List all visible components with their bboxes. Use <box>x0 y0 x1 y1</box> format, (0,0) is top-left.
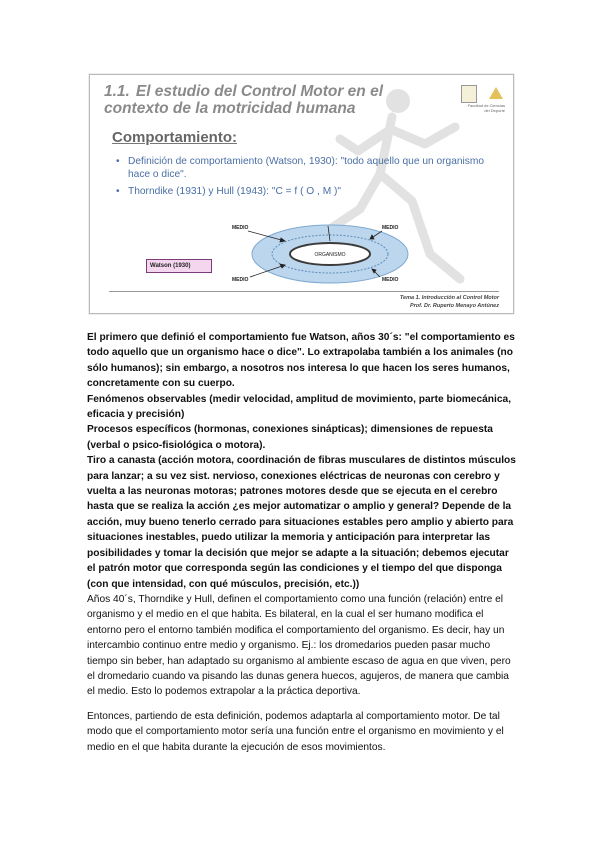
footer-professor: Prof. Dr. Ruperto Menayo Antúnez <box>409 303 499 309</box>
medio-label-top-right: MEDIO <box>382 225 399 231</box>
paragraph-conclusion: Entonces, partiendo de esta definición, podemos adaptarla al comportamiento motor. De tal modo que el comportamiento motor sería una función entre el organismo en movimiento y el medio en el que habita durante la ejecución de esos movimientos. <box>87 710 504 753</box>
paragraph-observable: Fenómenos observables (medir velocidad, amplitud de movimiento, parte biomecánica, eficacia y precisión) <box>87 393 512 421</box>
watson-label-box: Watson (1930) <box>146 259 212 273</box>
slide-bullet: • Definición de comportamiento (Watson, 1930): "todo aquello que un organismo hace o dice". <box>116 155 486 181</box>
paragraph-basketball: Tiro a canasta (acción motora, coordinación de fibras musculares de distintos músculos para lanzar; a su vez sist. nervioso, conexiones eléctricas de neuronas con cerebro y vuelta a las neuronas motoras; patrones motores desde que se ejecuta en el cerebro hasta que se realiza la acción ¿es mejor automatizar o amplio y general? Depende de la acción, muy bueno tenerlo cerrado para situaciones estables pero amplio y abierto para situaciones inestables, puedo utilizar la memoria y anticipación para interpretar las posibilidades y tomar la decisión que mejor se adapte a la situación; debemos ejecutar el patrón motor que corresponda según las condiciones y el tiempo del que disponga (con que intensidad, con qué músculos, precisión, etc.)) <box>87 455 516 590</box>
footer-divider <box>109 291 499 292</box>
logo-triangle-icon <box>489 87 503 99</box>
slide-title-number: 1.1. <box>104 83 130 100</box>
slide-bullet-list <box>116 155 486 202</box>
body-text <box>87 330 517 755</box>
slide-heading: Comportamiento: <box>112 129 237 146</box>
logo-shield-icon <box>461 85 477 103</box>
footer-course: Tema 1. Introducción al Control Motor <box>399 295 499 301</box>
medio-label-bottom-right: MEDIO <box>382 277 399 283</box>
medio-label-top-left: MEDIO <box>232 225 249 231</box>
paragraph-thorndike-hull: Años 40´s, Thorndike y Hull, definen el comportamiento como una función (relación) entre el organismo y el medio en el que habita. Es bilateral, en la cual el ser humano modifica el entorno pero el entorno también modifica el comportamiento del organismo. Es decir, hay un intercambio continuo entre medio y organismo. Ej.: los dromedarios pueden pasar mucho tiempo sin beber, han adaptado su organismo al ambiente escaso de agua en que viven, pero el dromedario cuando va pisando las dunas genera huecos, agujeros, de manera que cambia el medio. Esto lo podemos extrapolar a la práctica deportiva. <box>87 593 511 698</box>
faculty-logo <box>463 85 505 111</box>
medio-label-bottom-left: MEDIO <box>232 277 249 283</box>
slide-title <box>104 83 434 117</box>
organismo-label: ORGANISMO <box>314 252 346 258</box>
paragraph-processes: Procesos específicos (hormonas, conexiones sinápticas); dimensiones de repuesta (verbal o psico-fisiológica o motora). <box>87 424 493 451</box>
logo-text: Facultad de Ciencias del Deporte <box>467 103 505 113</box>
lecture-slide <box>89 74 514 314</box>
paragraph-watson: El primero que definió el comportamiento fue Watson, años 30´s: "el comportamiento es todo aquello que un organismo hace o dice". Lo extrapolaba también a los animales (no sólo humanos); sin embargo, a nosotros nos interesa lo que hacen los seres humanos, concretamente con su cuerpo. <box>87 332 515 390</box>
slide-title-text: El estudio del Control Motor en el contexto de la motricidad humana <box>104 83 384 117</box>
slide-footer <box>400 294 499 310</box>
slide-bullet: • Thorndike (1931) y Hull (1943): "C = f ( O , M )" <box>116 185 486 198</box>
organism-environment-diagram <box>230 223 410 285</box>
